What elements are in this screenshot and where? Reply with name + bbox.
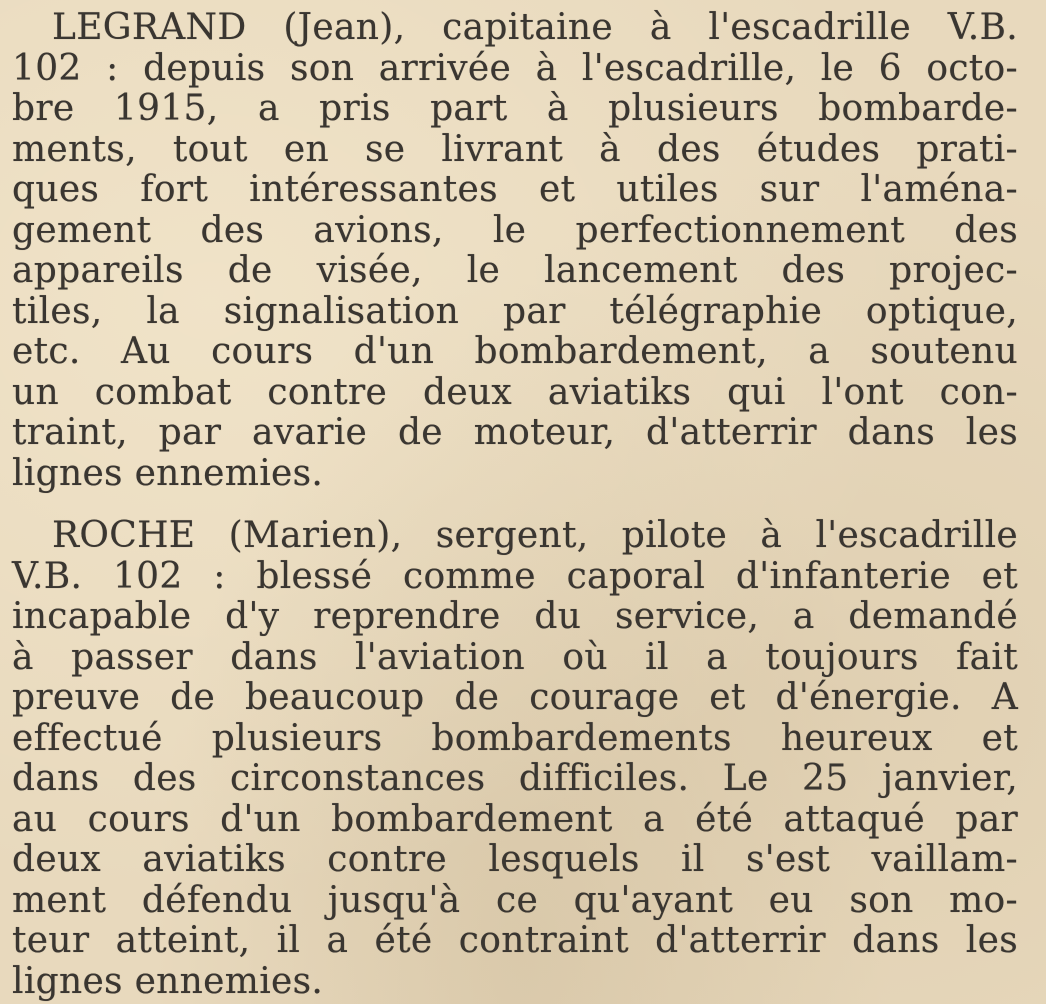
text-line: 102 : depuis son arrivée à l'escadrille, le 6 octo- xyxy=(12,47,1018,89)
text-line: LEGRAND (Jean), capitaine à l'escadrille V.B. xyxy=(52,7,1018,48)
text-line: effectué plusieurs bombardements heureux et xyxy=(12,717,1018,759)
text-line: bre 1915, a pris part à plusieurs bombarde- xyxy=(12,88,1018,129)
text-line: deux aviatiks contre lesquels il s'est vaillam- xyxy=(12,839,1018,880)
citation-roche xyxy=(12,516,1018,1002)
text-line: gement des avions, le perfectionnement des xyxy=(12,209,1018,251)
text-line: tiles, la signalisation par télégraphie optique, xyxy=(12,290,1018,332)
text-line: à passer dans l'aviation où il a toujours fait xyxy=(12,636,1018,678)
text-line: un combat contre deux aviatiks qui l'ont con- xyxy=(12,371,1018,413)
text-line: incapable d'y reprendre du service, a demandé xyxy=(12,596,1018,637)
text-line: lignes ennemies. xyxy=(12,960,324,1002)
text-line: au cours d'un bombardement a été attaqué par xyxy=(12,798,1018,840)
text-line: traint, par avarie de moteur, d'atterrir dans les xyxy=(12,412,1018,453)
text-line: ment défendu jusqu'à ce qu'ayant eu son mo- xyxy=(12,879,1018,921)
text-line: ques fort intéressantes et utiles sur l'aména- xyxy=(12,169,1018,210)
text-line: appareils de visée, le lancement des projec- xyxy=(12,250,1018,291)
text-line: lignes ennemies. xyxy=(12,452,324,494)
text-line: etc. Au cours d'un bombardement, a soutenu xyxy=(12,331,1018,372)
text-line: ROCHE (Marien), sergent, pilote à l'escadrille xyxy=(52,515,1018,556)
citation-legrand xyxy=(12,8,1018,494)
text-line: dans des circonstances difficiles. Le 25 janvier, xyxy=(12,758,1018,799)
text-line: preuve de beaucoup de courage et d'énergie. A xyxy=(12,677,1018,718)
text-line: teur atteint, il a été contraint d'atterrir dans les xyxy=(12,920,1018,961)
text-line: V.B. 102 : blessé comme caporal d'infanterie et xyxy=(12,555,1018,597)
text-line: ments, tout en se livrant à des études prati- xyxy=(12,128,1018,170)
